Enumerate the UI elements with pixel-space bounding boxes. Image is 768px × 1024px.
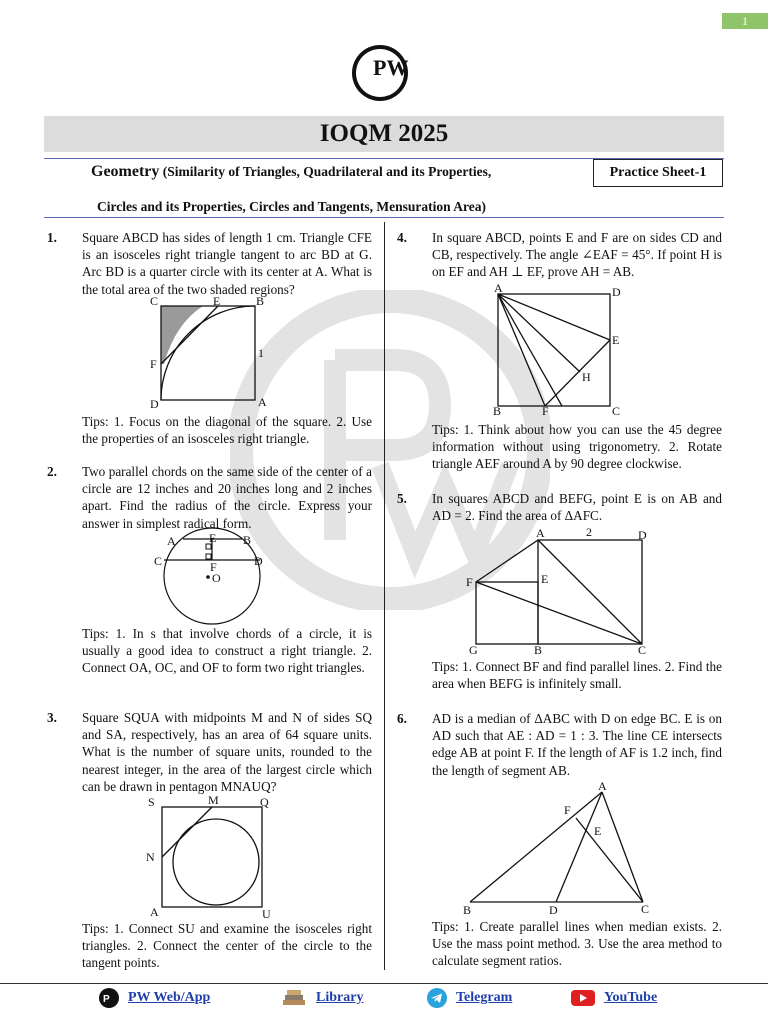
- question-5: [397, 490, 722, 524]
- footer-link-library[interactable]: [280, 987, 363, 1009]
- label-f: F: [150, 357, 157, 371]
- tip-q2: Tips: 1. In s that involve chords of a circle, it is usually a good idea to construct a right triangle. 2. Connect OA, OC, and OF to form two right triangles.: [82, 626, 372, 676]
- tip-q4: Tips: 1. Think about how you can use the 45 degree information without using trigonometry. 2. Rotate triangle AEF around A by 90 degree clockwise.: [432, 422, 722, 472]
- label-q: Q: [260, 795, 269, 809]
- label-b: B: [243, 533, 252, 547]
- label-a: A: [167, 534, 176, 548]
- label-a: A: [598, 779, 607, 793]
- question-number: 4.: [397, 230, 407, 245]
- header-rule-bottom: [44, 217, 724, 218]
- question-text: Square SQUA with midpoints M and N of sides SQ and SA, respectively, has an area of 64 square units. What is the number of square units, rounded to the nearest integer, in the area of the largest circle which can be drawn in pentagon MNAUQ?: [82, 710, 372, 794]
- footer-link-pw-web-app[interactable]: [98, 987, 210, 1009]
- topics-line-2: Circles and its Properties, Circles and Tangents, Mensuration Area): [97, 199, 487, 214]
- label-d: D: [638, 528, 647, 542]
- figure-q5: [462, 524, 662, 656]
- label-a: A: [150, 905, 159, 919]
- label-e: E: [541, 572, 549, 586]
- question-3: [47, 709, 372, 795]
- label-c: C: [154, 554, 163, 568]
- label-s: S: [148, 795, 155, 809]
- question-2: [47, 463, 372, 532]
- question-6: [397, 710, 722, 779]
- practice-sheet-badge: Practice Sheet-1: [593, 159, 723, 187]
- label-b: B: [463, 903, 472, 917]
- question-number: 6.: [397, 711, 407, 726]
- question-text: In square ABCD, points E and F are on sides CD and CB, respectively. The angle ∠EAF = 45°. If point H is on EF and AH ⊥ EF, prove AH = AB.: [432, 230, 722, 280]
- label-two: 2: [586, 525, 592, 539]
- label-n: N: [146, 850, 155, 864]
- question-number: 5.: [397, 491, 407, 506]
- subject-name: Geometry: [91, 163, 160, 180]
- label-b: B: [256, 294, 265, 308]
- footer-link-label[interactable]: PW Web/App: [128, 990, 211, 1005]
- label-h: H: [582, 370, 591, 384]
- label-b: B: [534, 643, 543, 657]
- label-e: E: [612, 333, 620, 347]
- question-number: 3.: [47, 710, 57, 725]
- label-d: D: [612, 285, 621, 299]
- column-divider: [384, 222, 385, 970]
- figure-q2: [150, 532, 275, 624]
- question-number: 1.: [47, 230, 57, 245]
- label-c: C: [612, 404, 621, 418]
- label-a: A: [258, 395, 267, 409]
- label-u: U: [262, 907, 271, 921]
- label-f: F: [564, 803, 571, 817]
- footer-link-youtube[interactable]: [570, 987, 657, 1009]
- label-a: A: [536, 526, 545, 540]
- label-a: A: [494, 281, 503, 295]
- label-b: B: [493, 404, 502, 418]
- label-c: C: [150, 294, 159, 308]
- label-e: E: [209, 531, 217, 545]
- pw-logo: [348, 44, 412, 102]
- label-f: F: [466, 575, 473, 589]
- figure-q4: [488, 282, 628, 418]
- svg-text:P: P: [103, 994, 110, 1005]
- tip-q6: Tips: 1. Create parallel lines when median exists. 2. Use the mass point method. 3. Use the area method to calculate segment ratios.: [432, 919, 722, 969]
- question-text: Square ABCD has sides of length 1 cm. Triangle CFE is an isosceles right triangle tangent to arc BD at G. Arc BD is a quarter circle with its center at A. What is the total area of the two shaded regions?: [82, 230, 372, 297]
- label-c: C: [641, 902, 650, 916]
- label-m: M: [208, 793, 219, 807]
- figure-q1: [145, 294, 275, 409]
- question-1: [47, 229, 372, 298]
- youtube-icon: [570, 987, 596, 1009]
- question-number: 2.: [47, 464, 57, 479]
- pw-logo-icon: [98, 987, 120, 1009]
- books-icon: [280, 987, 308, 1009]
- label-e: E: [213, 294, 221, 308]
- subject-heading: [91, 163, 491, 181]
- footer-link-label[interactable]: YouTube: [604, 990, 658, 1005]
- page-title: IOQM 2025: [44, 116, 724, 152]
- label-side: 1: [258, 346, 264, 360]
- tip-q3: Tips: 1. Connect SU and examine the isosceles right triangles. 2. Connect the center of the circle to the tangent points.: [82, 921, 372, 971]
- footer-link-telegram[interactable]: [426, 987, 512, 1009]
- figure-q6: [458, 778, 658, 918]
- question-text: Two parallel chords on the same side of the center of a circle are 12 inches and 20 inches long and 2 inches apart. Find the radius of the circle. Express your answer in simplest radical form.: [82, 464, 372, 531]
- label-f: F: [542, 404, 549, 418]
- label-f: F: [210, 560, 217, 574]
- label-d: D: [549, 903, 558, 917]
- telegram-icon: [426, 987, 448, 1009]
- question-4: [397, 229, 722, 281]
- tip-q5: Tips: 1. Connect BF and find parallel lines. 2. Find the area when BEFG is infinitely small.: [432, 659, 722, 692]
- figure-q3: [142, 792, 277, 920]
- label-d: D: [150, 397, 159, 411]
- label-c: C: [638, 643, 647, 657]
- footer-link-label[interactable]: Library: [316, 990, 364, 1005]
- label-o: O: [212, 571, 221, 585]
- label-e: E: [594, 824, 602, 838]
- label-g: G: [469, 643, 478, 657]
- logo-letter-p: PW: [373, 55, 409, 80]
- label-d: D: [254, 554, 263, 568]
- question-text: AD is a median of ΔABC with D on edge BC. E is on AD such that AE : AD = 1 : 3. The line CE intersects edge AB at point F. If the length of AF is 1.2 inch, find the length of segment AB.: [432, 711, 722, 778]
- footer-divider: [0, 983, 768, 984]
- page-number: 1: [722, 13, 768, 29]
- topics-line-1: (Similarity of Triangles, Quadrilateral and its Properties,: [162, 164, 492, 179]
- question-text: In squares ABCD and BEFG, point E is on AB and AD = 2. Find the area of ΔAFC.: [432, 491, 722, 524]
- tip-q1: Tips: 1. Focus on the diagonal of the square. 2. Use the properties of an isosceles right triangle.: [82, 414, 372, 447]
- footer-link-label[interactable]: Telegram: [456, 990, 513, 1005]
